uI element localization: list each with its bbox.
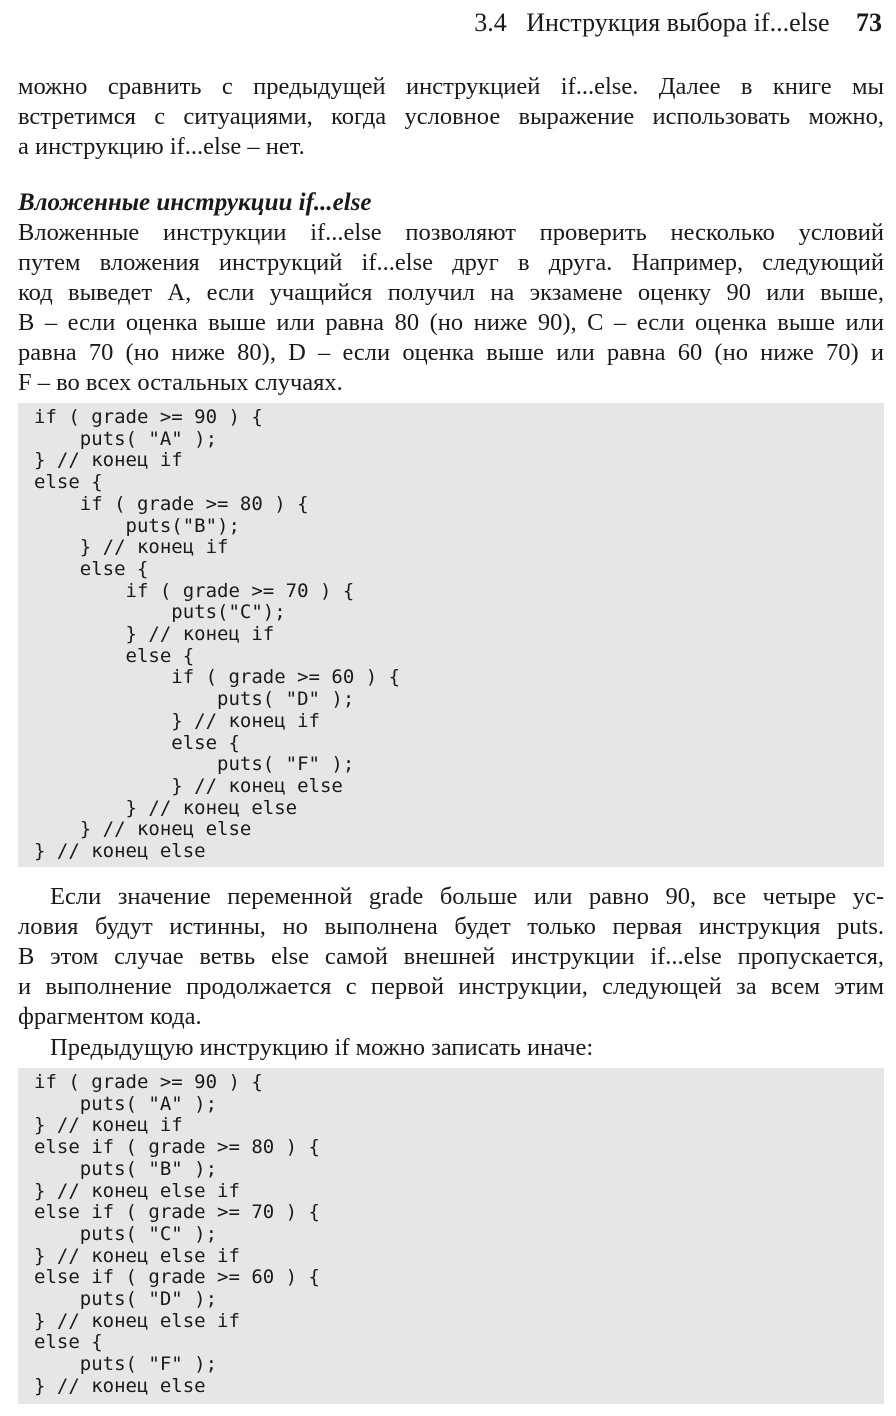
code-line: if ( grade >= 90 ) { — [34, 1071, 263, 1093]
text-line: F – во всех остальных случаях. — [18, 369, 343, 396]
text-line: а инструкцию if...else – нет. — [18, 133, 305, 160]
running-header — [18, 6, 882, 40]
text-line: можно сравнить с предыдущей инструкцией if...else. Далее в книге мы — [18, 73, 884, 100]
section-title: Инструкция выбора if...else — [526, 8, 830, 37]
text-line: и выполнение продолжается с первой инструкции, следующей за всем этим — [18, 973, 884, 1000]
code-line: } // конец else — [34, 818, 252, 841]
code-line: } // конец if — [34, 623, 275, 646]
paragraph-intro — [18, 72, 884, 162]
code-line: puts( "B" ); — [34, 1157, 218, 1180]
code-line: if ( grade >= 80 ) { — [34, 492, 309, 515]
code-line: if ( grade >= 70 ) { — [34, 579, 355, 602]
paragraph-alternative — [18, 1033, 884, 1063]
paragraph-nested — [18, 218, 884, 398]
code-line: } // конец if — [34, 449, 183, 472]
code-line: puts( "D" ); — [34, 1288, 218, 1311]
code-block-nested — [18, 403, 884, 867]
code-line: else if ( grade >= 80 ) { — [34, 1136, 320, 1159]
code-line: } // конец else — [34, 840, 206, 863]
text-line: код выведет A, если учащийся получил на экзамене оценку 90 или выше, — [18, 279, 884, 306]
text-line: путем вложения инструкций if...else друг в друга. Например, следующий — [18, 249, 884, 276]
text-line: B – если оценка выше или равна 80 (но ниже 90), C – если оценка выше или — [18, 309, 884, 336]
section-number: 3.4 — [474, 8, 507, 37]
section-heading: Вложенные инструкции if...else — [18, 189, 372, 216]
code-line: puts("C"); — [34, 601, 286, 624]
code-line: puts("B"); — [34, 514, 240, 537]
code-line: puts( "F" ); — [34, 753, 355, 776]
code-line: else if ( grade >= 70 ) { — [34, 1201, 320, 1224]
page-number: 73 — [856, 8, 882, 37]
text-line: ловия будут истинны, но выполнена будет только первая инструкция puts. — [18, 913, 884, 940]
code-line: else { — [34, 731, 240, 754]
paragraph-explanation — [18, 882, 884, 1032]
code-line: puts( "A" ); — [34, 427, 218, 450]
code-line: } // конец if — [34, 709, 320, 732]
text-line: фрагментом кода. — [18, 1003, 202, 1030]
code-line: } // конец else — [34, 774, 343, 797]
code-line: } // конец if — [34, 536, 229, 559]
code-line: } // конец else if — [34, 1179, 240, 1202]
code-line: puts( "C" ); — [34, 1222, 218, 1245]
code-line: else { — [34, 557, 149, 580]
code-line: else { — [34, 471, 103, 494]
code-line: if ( grade >= 60 ) { — [34, 666, 401, 689]
code-line: puts( "F" ); — [34, 1353, 218, 1376]
text-line: Вложенные инструкции if...else позволяют проверить несколько условий — [18, 219, 884, 246]
code-line: puts( "A" ); — [34, 1092, 218, 1115]
code-block-else-if — [18, 1068, 884, 1404]
code-line: puts( "D" ); — [34, 688, 355, 711]
text-line: встретимся с ситуациями, когда условное выражение использовать можно, — [18, 103, 884, 130]
code-line: else { — [34, 644, 195, 667]
code-line: else { — [34, 1331, 103, 1354]
text-line: Если значение переменной grade больше или равно 90, все четыре ус- — [50, 883, 884, 910]
code-line: } // конец else — [34, 796, 298, 819]
code-line: } // конец else if — [34, 1309, 240, 1332]
text-line: равна 70 (но ниже 80), D – если оценка выше или равна 60 (но ниже 70) и — [18, 339, 884, 366]
text-line: Предыдущую инструкцию if можно записать иначе: — [50, 1034, 594, 1061]
text-line: В этом случае ветвь else самой внешней инструкции if...else пропускается, — [18, 943, 884, 970]
code-line: else if ( grade >= 60 ) { — [34, 1266, 320, 1289]
code-line: } // конец else — [34, 1374, 206, 1397]
code-line: if ( grade >= 90 ) { — [34, 406, 263, 428]
code-line: } // конец else if — [34, 1244, 240, 1267]
code-line: } // конец if — [34, 1114, 183, 1137]
